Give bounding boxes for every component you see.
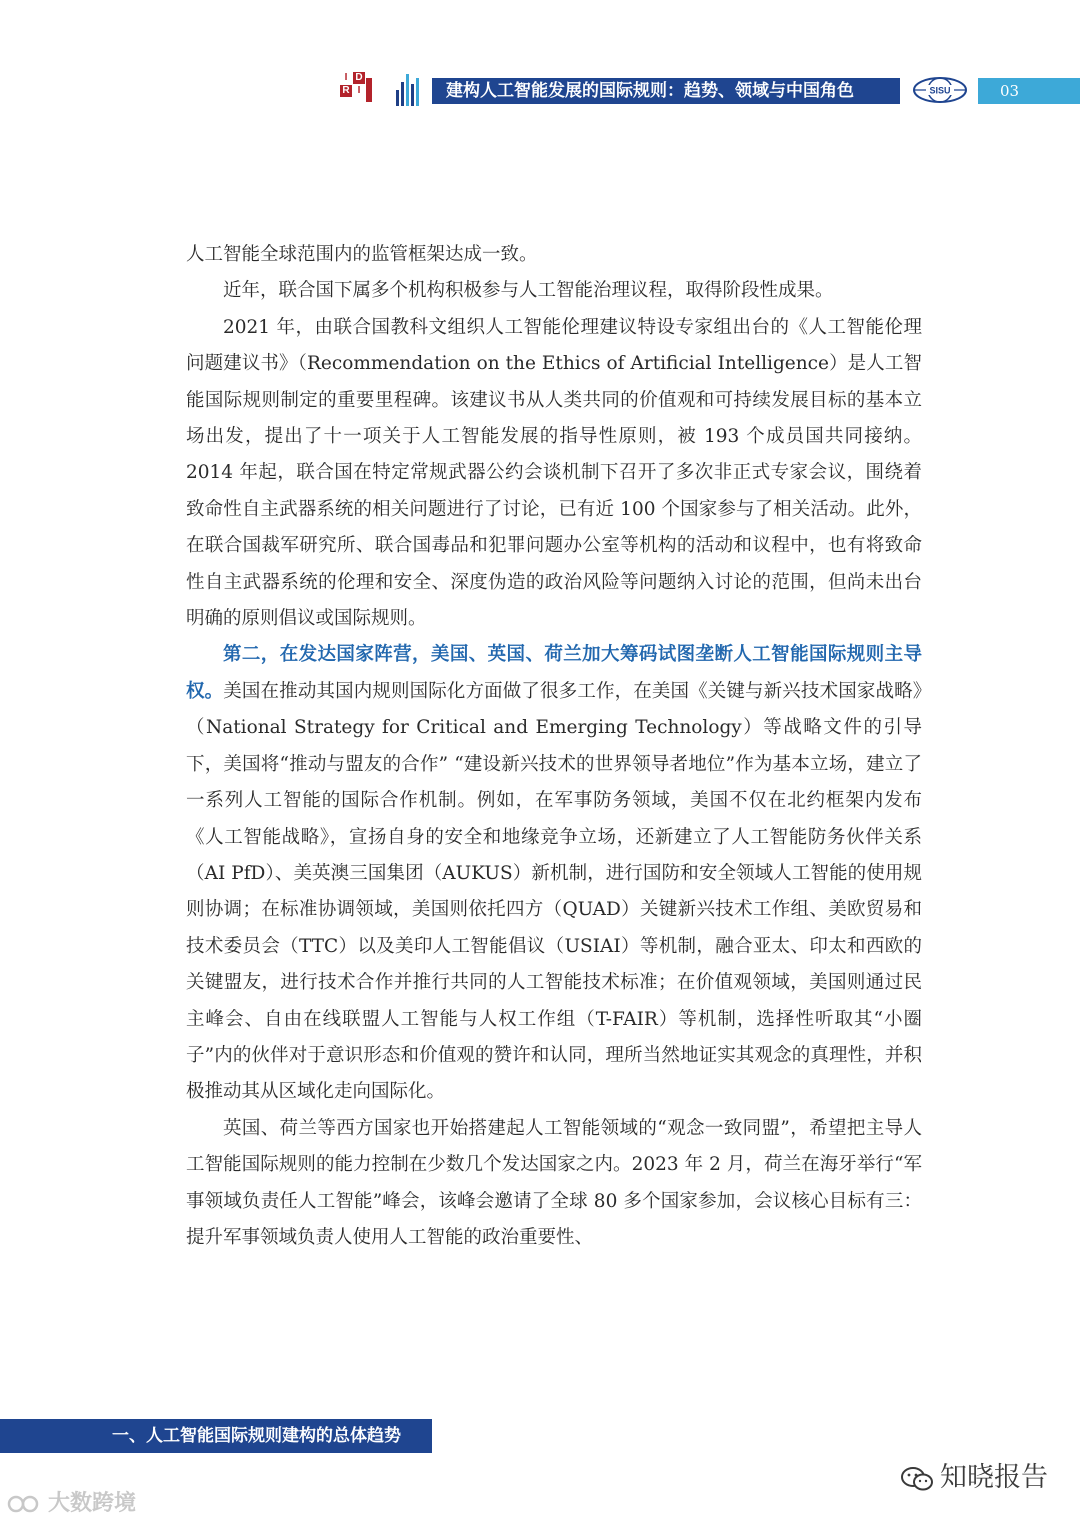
paragraph-4-heading: 第二，在发达国家阵营，美国、英国、荷兰加大筹码试图垄断人工智能国际规则主导权。 <box>186 644 922 702</box>
page-header <box>0 0 1080 130</box>
paragraph-2: 近年，联合国下属多个机构积极参与人工智能治理议程，取得阶段性成果。 <box>223 280 834 302</box>
watermark-right-text: 知晓报告 <box>940 1462 1048 1493</box>
logo-letter-i-top: I <box>340 72 352 84</box>
watermark-right <box>900 1458 1048 1498</box>
watermark-left <box>6 1488 136 1518</box>
paragraph-1: 人工智能全球范围内的监管框架达成一致。 <box>186 244 538 265</box>
sisu-seal-text: SISU <box>929 85 951 96</box>
watermark-logo-icon <box>6 1493 42 1515</box>
wechat-icon <box>900 1465 934 1493</box>
logo-letter-d: D <box>353 72 365 84</box>
paragraph-3: 2021 年，由联合国教科文组织人工智能伦理建议特设专家组出台的《人工智能伦理问题建议书》（Recommendation on the Ethics of Artificial Intelligence）是人工智能国际规则制定的重要里程碑。该建议书从人类共同的价值观和可持续发展目标的基本立场出发，提出了十一项关于人工智能发展的指导性原则，被 193 个成员国共同接纳。2014 年起，联合国在特定常规武器公约会谈机制下召开了多次非正式专家会议，围绕着致命性自主武器系统的相关问题进行了讨论，已有近 100 个国家参与了相关活动。此外，在联合国裁军研究所、联合国毒品和犯罪问题办公室等机构的活动和议程中，也有将致命性自主武器系统的伦理和安全、深度伪造的政治风险等问题纳入讨论的范围，但尚未出台明确的原则倡议或国际规则。 <box>186 316 922 630</box>
page-number: 03 <box>978 78 1080 104</box>
logo-accent-bar <box>366 78 372 102</box>
paragraph-5: 英国、荷兰等西方国家也开始搭建起人工智能领域的“观念一致同盟”，希望把主导人工智能国际规则的能力控制在少数几个发达国家之内。2023 年 2 月，荷兰在海牙举行“军事领域负责任人工智能”峰会，该峰会邀请了全球 80 多个国家参加，会议核心目标有三：提升军事领域负责人使用人工智能的政治重要性、 <box>186 1117 922 1248</box>
article-body <box>186 237 922 1256</box>
watermark-left-text: 大数跨境 <box>48 1490 137 1515</box>
logo-letter-i-bottom: I <box>353 85 365 97</box>
sisu-globe-logo-icon <box>912 76 968 104</box>
logo-letter-r: R <box>340 85 352 97</box>
paragraph-4-text: 美国在推动其国内规则国际化方面做了很多工作，在美国《关键与新兴技术国家战略》（National Strategy for Critical and Emerging Technology）等战略文件的引导下，美国将“推动与盟友的合作” “建设新兴技术的世界领导者地位”作为基本立场，建立了一系列人工智能的国际合作机制。例如，在军事防务领域，美国不仅在北约框架内发布《人工智能战略》，宣扬自身的安全和地缘竞争立场，还新建立了人工智能防务伙伴关系（AI PfD）、美英澳三国集团（AUKUS）新机制，进行国防和安全领域人工智能的使用规则协调；在标准协调领域，美国则依托四方（QUAD）关键新兴技术工作组、美欧贸易和技术委员会（TTC）以及美印人工智能倡议（USIAI）等机制，融合亚太、印太和西欧的关键盟友，进行技术合作并推行共同的人工智能技术标准；在价值观领域，美国则通过民主峰会、自由在线联盟人工智能与人权工作组（T-FAIR）等机制，选择性听取其“小圈子”内的伙伴对于意识形态和价值观的赞许和认同，理所当然地证实其观念的真理性，并积极推动其从区域化走向国际化。 <box>186 680 922 1103</box>
report-title-band: 建构人工智能发展的国际规则：趋势、领域与中国角色 <box>432 78 900 104</box>
paragraph-4 <box>186 637 922 1110</box>
section-title-band: 一、人工智能国际规则建构的总体趋势 <box>0 1419 432 1453</box>
bars-logo-icon <box>396 74 420 106</box>
idri-logo <box>340 72 380 108</box>
